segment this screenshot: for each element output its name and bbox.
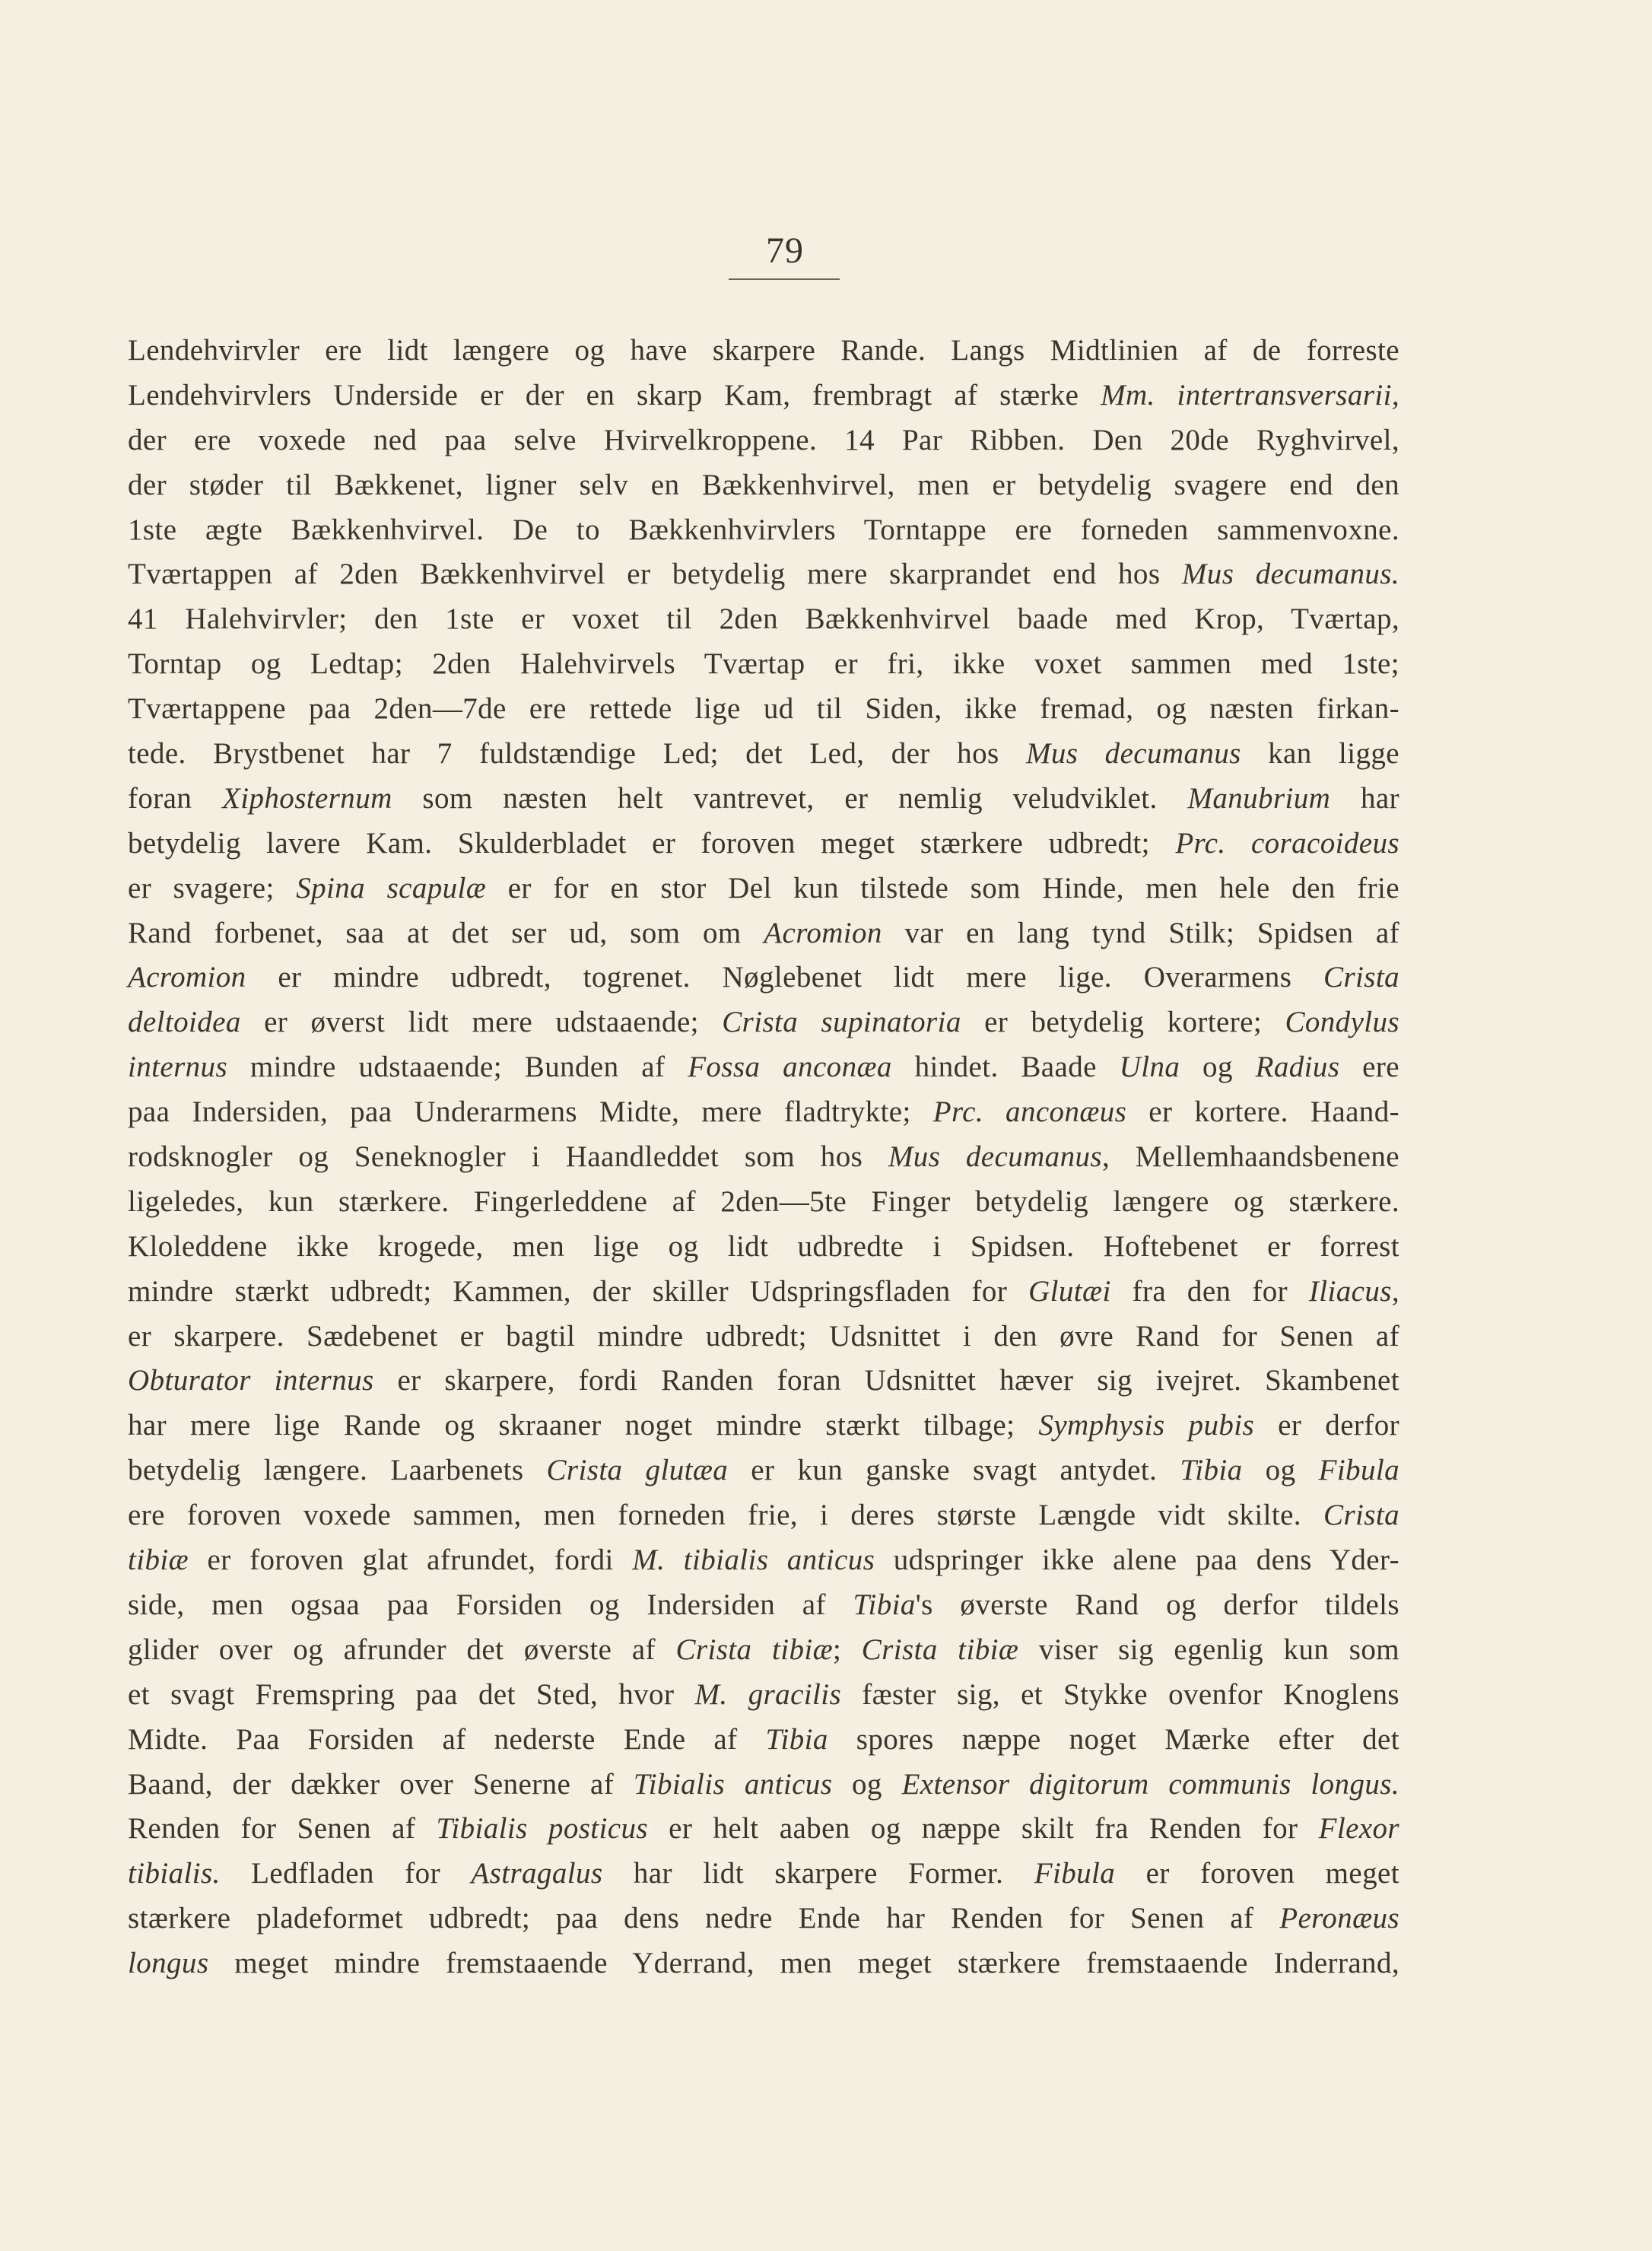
italic-term: Spina scapulæ: [296, 871, 487, 905]
text-line: [128, 552, 1399, 597]
text-run: er derfor: [1254, 1409, 1399, 1442]
text-run: der støder til Bækkenet, ligner selv en Bækkenhvirvel, men er betydelig svagere end den: [128, 468, 1399, 501]
page-number: 79: [766, 231, 804, 271]
text-line: [128, 1583, 1399, 1628]
italic-term: M. gracilis: [694, 1677, 842, 1711]
italic-term: deltoidea: [128, 1006, 241, 1039]
text-run: ligeledes, kun stærkere. Fingerleddene af 2den—5te Finger betydelig længere og stærkere.: [128, 1184, 1399, 1218]
italic-term: Mus decumanus: [888, 1140, 1102, 1174]
text-run: Ledfladen for: [220, 1857, 472, 1890]
text-line: [128, 1404, 1399, 1448]
text-line: [128, 1000, 1399, 1045]
text-line: [128, 732, 1399, 777]
text-run: fæster sig, et Stykke ovenfor Knoglens: [841, 1677, 1399, 1711]
text-line: [128, 1673, 1399, 1718]
italic-term: Manubrium: [1187, 781, 1331, 815]
italic-term: Mus decumanus: [1025, 737, 1241, 771]
text-run: spores næppe noget Mærke efter det: [828, 1722, 1399, 1756]
text-run: ;: [833, 1633, 862, 1666]
italic-term: Tibialis anticus: [633, 1767, 833, 1801]
italic-term: Tibia: [765, 1722, 828, 1756]
text-run: ere: [1339, 1051, 1399, 1084]
text-run: meget mindre fremstaaende Yderrand, men meget stærkere fremstaaende Inderrand,: [208, 1947, 1399, 1980]
text-line: [128, 1718, 1399, 1763]
italic-term: Flexor: [1318, 1812, 1399, 1846]
text-line: [128, 508, 1399, 553]
text-run: er helt aaben og næppe skilt fra Renden for: [647, 1812, 1319, 1846]
italic-term: Acromion: [128, 961, 246, 994]
text-line: [128, 1225, 1399, 1270]
text-run: er øverst lidt mere udstaaende;: [240, 1006, 723, 1039]
text-run: fra den for: [1110, 1274, 1309, 1308]
text-line: [128, 597, 1399, 642]
italic-term: Acromion: [764, 916, 882, 949]
text-run: hindet. Baade: [891, 1051, 1120, 1084]
text-run: stærkere pladeformet udbredt; paa dens nedre Ende har Renden for Senen af: [128, 1902, 1280, 1935]
text-line: [128, 1135, 1399, 1180]
text-run: paa Indersiden, paa Underarmens Midte, mere fladtrykte;: [128, 1095, 933, 1129]
text-run: er kun ganske svagt antydet.: [728, 1454, 1180, 1487]
italic-term: internus: [128, 1051, 228, 1084]
text-run: ere foroven voxede sammen, men forneden frie, i deres største Længde vidt skilte.: [128, 1499, 1324, 1532]
text-run: mindre udstaaende; Bunden af: [227, 1051, 688, 1084]
italic-term: Condylus: [1285, 1006, 1399, 1039]
italic-term: Prc. coracoideus: [1175, 826, 1399, 860]
italic-term: Fibula: [1034, 1857, 1116, 1890]
text-run: Lendehvirvlers Underside er der en skarp Kam, frembragt af stærke: [128, 378, 1101, 412]
text-line: [128, 911, 1399, 956]
text-run: er svagere;: [128, 871, 297, 905]
text-run: 41 Halehvirvler; den 1ste er voxet til 2den Bækkenhvirvel baade med Krop, Tværtap,: [128, 602, 1399, 636]
italic-term: Tibia: [853, 1588, 916, 1621]
text-line: [128, 1941, 1399, 1986]
italic-term: Crista tibiæ: [861, 1633, 1019, 1666]
text-line: [128, 1896, 1399, 1941]
text-line: [128, 642, 1399, 687]
italic-term: Fibula: [1318, 1454, 1399, 1487]
text-line: [128, 1315, 1399, 1359]
text-run: og: [1242, 1454, 1319, 1487]
text-line: [128, 418, 1399, 463]
text-run: er kortere. Haand-: [1126, 1095, 1399, 1129]
text-line: [128, 687, 1399, 732]
italic-term: Crista: [1323, 961, 1399, 994]
text-run: er skarpere. Sædebenet er bagtil mindre udbredt; Udsnittet i den øvre Rand for Senen af: [128, 1319, 1399, 1353]
text-run: udspringer ikke alene paa dens Yder-: [875, 1544, 1399, 1577]
italic-term: Ulna: [1119, 1051, 1180, 1084]
text-run: var en lang tynd Stilk; Spidsen af: [882, 916, 1399, 949]
italic-term: Crista glutæa: [546, 1454, 729, 1487]
text-run: er for en stor Del kun tilstede som Hinde, men hele den frie: [486, 871, 1399, 905]
text-line: [128, 1090, 1399, 1135]
text-line: [128, 1493, 1399, 1538]
text-run: har lidt skarpere Former.: [602, 1857, 1034, 1890]
text-line: [128, 1628, 1399, 1673]
text-run: , Mellemhaandsbenene: [1101, 1140, 1400, 1174]
italic-term: tibiæ: [128, 1544, 189, 1577]
text-line: [128, 329, 1399, 374]
text-run: glider over og afrunder det øverste af: [128, 1633, 676, 1666]
italic-term: Tibia: [1180, 1454, 1243, 1487]
italic-term: Radius: [1255, 1051, 1340, 1084]
text-run: kan ligge: [1241, 737, 1400, 771]
italic-term: Iliacus,: [1308, 1274, 1399, 1308]
text-line: [128, 822, 1399, 866]
text-run: er mindre udbredt, togrenet. Nøglebenet lidt mere lige. Overarmens: [246, 961, 1324, 994]
text-line: [128, 1852, 1399, 1896]
italic-term: Astragalus: [471, 1857, 603, 1890]
text-line: [128, 1448, 1399, 1493]
text-line: [128, 1270, 1399, 1315]
text-line: [128, 1807, 1399, 1852]
text-run: tede. Brystbenet har 7 fuldstændige Led; det Led, der hos: [128, 737, 1026, 771]
text-run: har: [1330, 781, 1399, 815]
text-run: Lendehvirvler ere lidt længere og have skarpere Rande. Langs Midtlinien af de forreste: [128, 334, 1399, 367]
italic-term: Mm. intertransversarii,: [1101, 378, 1399, 412]
body-text: [128, 329, 1399, 1986]
text-run: rodsknogler og Seneknogler i Haandleddet som hos: [128, 1140, 888, 1174]
text-run: Renden for Senen af: [128, 1812, 437, 1846]
text-line: [128, 1180, 1399, 1225]
text-run: og: [832, 1767, 902, 1801]
text-run: side, men ogsaa paa Forsiden og Indersiden af: [128, 1588, 853, 1621]
italic-term: Crista: [1323, 1499, 1399, 1532]
text-run: er skarpere, fordi Randen foran Udsnittet hæver sig ivejret. Skambenet: [373, 1364, 1399, 1397]
text-run: foran: [128, 781, 223, 815]
italic-term: Obturator internus: [128, 1364, 374, 1397]
page-number-rule: [729, 278, 840, 280]
text-line: [128, 1763, 1399, 1807]
italic-term: Xiphosternum: [222, 781, 392, 815]
italic-term: Prc. anconæus: [932, 1095, 1127, 1129]
text-run: og: [1180, 1051, 1256, 1084]
text-run: har mere lige Rande og skraaner noget mindre stærkt tilbage;: [128, 1409, 1039, 1442]
text-line: [128, 1538, 1399, 1583]
text-run: Midte. Paa Forsiden af nederste Ende af: [128, 1722, 766, 1756]
italic-term: M. tibialis anticus: [632, 1544, 875, 1577]
text-run: er foroven meget: [1115, 1857, 1399, 1890]
italic-term: Crista tibiæ: [675, 1633, 833, 1666]
text-run: mindre stærkt udbredt; Kammen, der skiller Udspringsfladen for: [128, 1274, 1029, 1308]
text-line: [128, 1045, 1399, 1090]
italic-term: longus: [128, 1947, 209, 1980]
italic-term: Glutæi: [1028, 1274, 1111, 1308]
text-line: [128, 463, 1399, 508]
text-line: [128, 374, 1399, 418]
italic-term: tibialis.: [128, 1857, 221, 1890]
italic-term: Mus decumanus.: [1181, 558, 1399, 591]
italic-term: Fossa anconæa: [688, 1051, 892, 1084]
text-run: Tværtappen af 2den Bækkenhvirvel er betydelig mere skarprandet end hos: [128, 558, 1182, 591]
text-line: [128, 955, 1399, 1000]
text-run: 's øverste Rand og derfor tildels: [915, 1588, 1399, 1621]
text-run: der ere voxede ned paa selve Hvirvelkroppene. 14 Par Ribben. Den 20de Ryghvirvel,: [128, 423, 1399, 456]
italic-term: Peronæus: [1279, 1902, 1399, 1935]
text-run: som næsten helt vantrevet, er nemlig veludviklet.: [392, 781, 1188, 815]
text-run: Baand, der dækker over Senerne af: [128, 1767, 634, 1801]
italic-term: Symphysis pubis: [1038, 1409, 1255, 1442]
italic-term: Crista supinatoria: [722, 1006, 961, 1039]
text-line: [128, 866, 1399, 911]
text-run: et svagt Fremspring paa det Sted, hvor: [128, 1677, 695, 1711]
text-run: er betydelig kortere;: [961, 1006, 1285, 1039]
text-run: 1ste ægte Bækkenhvirvel. De to Bækkenhvirvlers Torntappe ere forneden sammenvoxne.: [128, 513, 1399, 546]
text-run: viser sig egenlig kun som: [1018, 1633, 1400, 1666]
text-run: Torntap og Ledtap; 2den Halehvirvels Tværtap er fri, ikke voxet sammen med 1ste;: [128, 647, 1399, 681]
text-line: [128, 777, 1399, 822]
text-run: Kloleddene ikke krogede, men lige og lidt udbredte i Spidsen. Hoftebenet er forrest: [128, 1229, 1399, 1263]
italic-term: Extensor digitorum communis longus.: [901, 1767, 1399, 1801]
text-run: Rand forbenet, saa at det ser ud, som om: [128, 916, 764, 949]
text-run: Tværtappene paa 2den—7de ere rettede lige ud til Siden, ikke fremad, og næsten firkan-: [128, 692, 1399, 726]
italic-term: Tibialis posticus: [436, 1812, 648, 1846]
text-run: betydelig længere. Laarbenets: [128, 1454, 547, 1487]
text-line: [128, 1359, 1399, 1404]
text-run: er foroven glat afrundet, fordi: [189, 1544, 633, 1577]
text-run: betydelig lavere Kam. Skulderbladet er foroven meget stærkere udbredt;: [128, 826, 1176, 860]
